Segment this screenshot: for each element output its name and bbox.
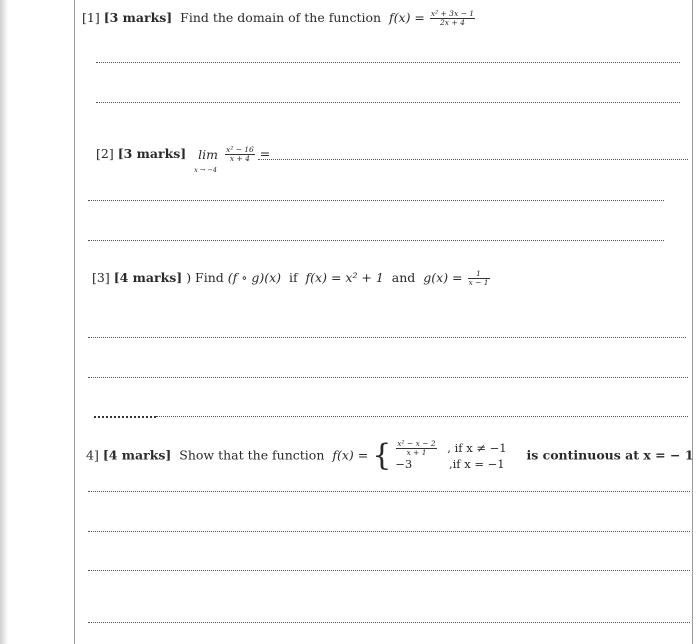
q4-answer-line-1 [88, 491, 690, 492]
page-edge-shadow [0, 0, 8, 644]
q4-marks: [4 marks] [102, 447, 172, 463]
q3-text-if: if [288, 270, 298, 285]
q1-answer-line-1 [96, 62, 680, 63]
q3-text-and: and [391, 270, 416, 285]
q2-lim-word: lim [198, 146, 218, 162]
q1-text: Find the domain of the function [180, 10, 382, 25]
q4-case2-value: −3 [395, 457, 413, 471]
q1-fraction-numerator: x² + 3x − 1 [430, 9, 475, 18]
q1-marks: [3 marks] [103, 10, 173, 25]
q3-answer-line-2 [88, 377, 688, 378]
q1-number: [1] [82, 10, 100, 25]
left-margin-line [74, 0, 75, 644]
q4-piecewise [395, 440, 506, 472]
q3-text-find: ) Find [186, 270, 224, 285]
q2-limit [194, 146, 218, 174]
q3-fraction-numerator: 1 [468, 270, 490, 279]
question-1 [82, 10, 476, 27]
q4-case1-condition: , if x ≠ −1 [447, 440, 507, 455]
q2-answer-line-inline [258, 159, 688, 160]
q3-fraction-denominator: x − 1 [468, 278, 489, 287]
q2-answer-line-2 [88, 240, 664, 241]
q2-fraction-denominator: x + 4 [229, 154, 250, 163]
q4-tail: is continuous at x = − 1 [526, 447, 694, 463]
q4-case2-condition: ,if x = −1 [448, 457, 505, 471]
q2-marks: [3 marks] [117, 146, 187, 161]
q4-case1-numerator: x² − x − 2 [397, 439, 436, 448]
q3-answer-line-3 [156, 416, 688, 417]
q4-answer-line-3 [88, 570, 690, 571]
q4-answer-line-4 [88, 622, 690, 623]
question-4 [86, 440, 694, 472]
q4-answer-line-2 [88, 531, 690, 532]
q2-fraction-numerator: x² − 16 [225, 145, 254, 154]
q4-function-prefix: f(x) = [332, 447, 369, 463]
q4-text: Show that the function [179, 447, 325, 463]
q2-fraction [225, 146, 255, 163]
q2-answer-line-1 [88, 200, 664, 201]
q3-g-prefix: g(x) = [423, 270, 463, 285]
q1-function-prefix: f(x) = [389, 10, 425, 25]
q4-left-brace: { [372, 438, 392, 473]
right-margin-line [692, 0, 693, 644]
q1-fraction-denominator: 2x + 4 [440, 18, 465, 27]
q2-number: [2] [96, 146, 114, 161]
q3-answer-line-1 [88, 337, 686, 338]
q2-lim-subscript: x → −4 [194, 165, 217, 174]
question-3 [92, 270, 491, 287]
q4-case1-denominator: x + 1 [406, 448, 427, 457]
q2-equals: = [259, 146, 271, 161]
q3-fraction [468, 270, 490, 287]
q4-case1-fraction [396, 440, 436, 457]
q1-fraction [430, 10, 475, 27]
q4-case-1 [395, 440, 506, 457]
q3-composition: (f ∘ g)(x) [227, 270, 282, 285]
q4-number: 4] [86, 447, 99, 463]
q3-answer-line-3-start [94, 416, 156, 418]
q3-number: [3] [92, 270, 110, 285]
q4-case-2 [395, 457, 506, 472]
q3-f-definition: f(x) = x² + 1 [305, 270, 384, 285]
question-2 [96, 145, 271, 174]
q1-answer-line-2 [96, 102, 680, 103]
q3-marks: [4 marks] [113, 270, 183, 285]
